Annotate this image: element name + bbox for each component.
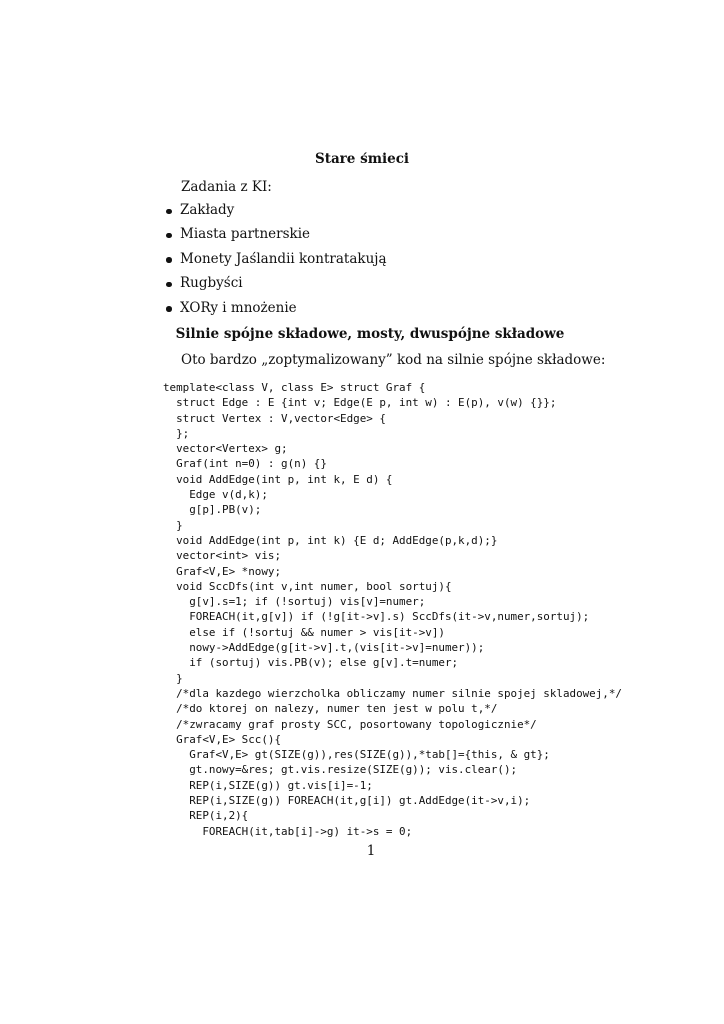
list-item: [163, 202, 387, 226]
task-label: Zakłady: [180, 202, 235, 218]
list-item: [163, 275, 387, 299]
code-line: g[p].PB(v);: [163, 503, 262, 517]
code-line: Graf<V,E> Scc(){: [163, 732, 282, 746]
code-line: struct Vertex : V,vector<Edge> {: [163, 411, 386, 425]
code-line: void AddEdge(int p, int k, E d) {: [163, 472, 393, 486]
code-line: template<class V, class E> struct Graf {: [163, 381, 426, 394]
task-label: Monety Jaślandii kontratakują: [180, 250, 387, 267]
code-line: /*zwracamy graf prosty SCC, posortowany topologicznie*/: [163, 717, 537, 731]
code-line: else if (!sortuj && numer > vis[it->v]): [163, 625, 445, 639]
code-block: [163, 380, 622, 839]
code-line: vector<Vertex> g;: [163, 442, 288, 456]
code-line: REP(i,SIZE(g)) FOREACH(it,g[i]) gt.AddEdge(it->v,i);: [163, 794, 531, 808]
code-line: Edge v(d,k);: [163, 488, 268, 502]
code-line: /*do ktorej on nalezy, numer ten jest w polu t,*/: [163, 702, 498, 716]
section-intro: Oto bardzo „zoptymalizowany” kod na silnie spójne składowe:: [181, 352, 606, 368]
code-line: REP(i,SIZE(g)) gt.vis[i]=-1;: [163, 778, 373, 792]
code-line: }: [163, 518, 183, 532]
code-line: vector<int> vis;: [163, 549, 282, 563]
list-item: [163, 226, 387, 250]
section-title: Silnie spójne składowe, mosty, dwuspójne składowe: [175, 326, 565, 342]
code-line: Graf<V,E> gt(SIZE(g)),res(SIZE(g)),*tab[]={this, & gt};: [163, 748, 550, 762]
bullet-icon: [166, 257, 172, 263]
list-item: [163, 300, 387, 324]
code-line: void SccDfs(int v,int numer, bool sortuj){: [163, 579, 452, 593]
page-number: 1: [366, 843, 376, 859]
bullet-icon: [166, 209, 172, 215]
code-line: };: [163, 426, 190, 440]
code-line: void AddEdge(int p, int k) {E d; AddEdge(p,k,d);}: [163, 533, 498, 547]
code-line: nowy->AddEdge(g[it->v].t,(vis[it->v]=numer));: [163, 641, 485, 655]
task-label: XORy i mnożenie: [180, 299, 297, 316]
code-line: REP(i,2){: [163, 809, 249, 823]
code-line: FOREACH(it,tab[i]->g) it->s = 0;: [163, 824, 413, 838]
code-line: FOREACH(it,g[v]) if (!g[it->v].s) SccDfs(it->v,numer,sortuj);: [163, 610, 590, 624]
list-item: [163, 251, 387, 275]
bullet-icon: [166, 233, 172, 239]
tasks-intro: Zadania z KI:: [181, 179, 272, 195]
code-line: }: [163, 671, 183, 685]
bullet-icon: [166, 282, 172, 288]
code-line: if (sortuj) vis.PB(v); else g[v].t=numer;: [163, 656, 459, 670]
code-line: struct Edge : E {int v; Edge(E p, int w) : E(p), v(w) {}};: [163, 396, 557, 410]
code-line: Graf(int n=0) : g(n) {}: [163, 457, 327, 471]
code-line: /*dla kazdego wierzcholka obliczamy numer silnie spojej skladowej,*/: [163, 686, 622, 700]
code-line: Graf<V,E> *nowy;: [163, 564, 282, 578]
bullet-icon: [166, 306, 172, 312]
code-line: gt.nowy=&res; gt.vis.resize(SIZE(g)); vis.clear();: [163, 763, 518, 777]
task-label: Miasta partnerskie: [180, 226, 311, 243]
page-title: Stare śmieci: [314, 151, 410, 167]
code-line: g[v].s=1; if (!sortuj) vis[v]=numer;: [163, 595, 426, 609]
task-label: Rugbyści: [180, 275, 243, 292]
task-list: [163, 202, 387, 324]
